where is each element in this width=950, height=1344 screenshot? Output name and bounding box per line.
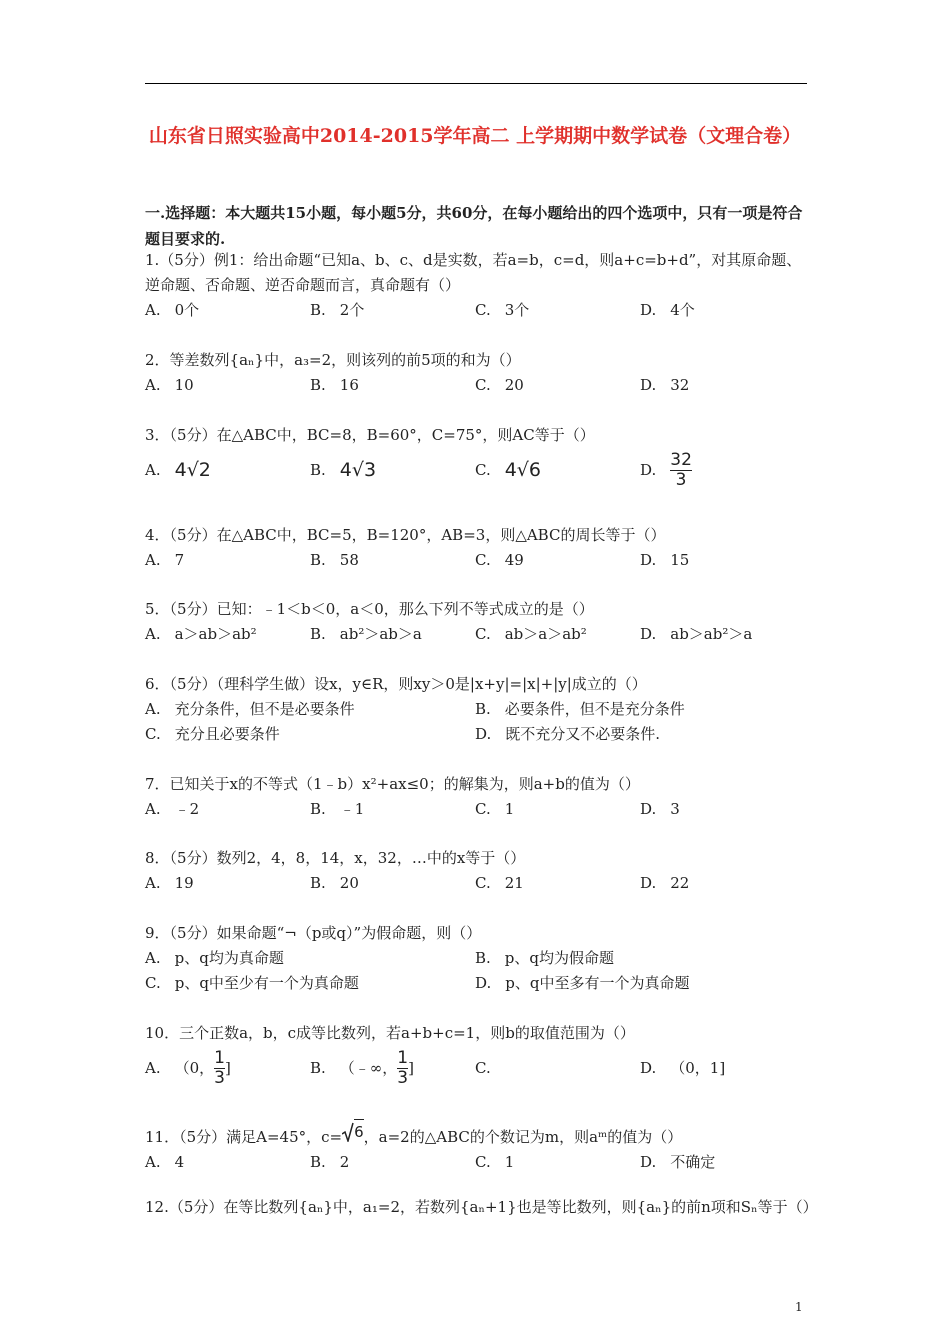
option-a: A. 7 xyxy=(145,551,185,569)
option-c: C. 21 xyxy=(475,874,524,892)
options-row xyxy=(145,622,815,647)
question-stem: 5．（5分）已知：﹣1＜b＜0，a＜0，那么下列不等式成立的是（） xyxy=(145,600,594,618)
question-1 xyxy=(145,248,815,323)
option-d: D. $\frac{32}{3}$ xyxy=(640,449,692,490)
question-stem: 3．（5分）在△ABC中，BC=8，B=60°，C=75°，则AC等于（） xyxy=(145,426,595,444)
options-row xyxy=(145,722,815,747)
option-c: C. 充分且必要条件 xyxy=(145,725,280,743)
option-d: D. ab＞ab²＞a xyxy=(640,625,753,643)
option-b: B. ﹣1 xyxy=(310,800,365,818)
options-row xyxy=(145,298,815,323)
option-a: A. 4 xyxy=(145,1153,185,1171)
options-row xyxy=(145,1150,815,1175)
option-d: D. 22 xyxy=(640,874,690,892)
options-row xyxy=(145,946,815,971)
question-stem: 12.（5分）在等比数列{aₙ}中，a₁=2，若数列{aₙ+1}也是等比数列，则{aₙ}的前n项和Sₙ等于（） xyxy=(145,1198,818,1216)
question-9 xyxy=(145,921,815,996)
option-d: D. 3 xyxy=(640,800,680,818)
option-c: C. 3个 xyxy=(475,301,530,319)
question-7 xyxy=(145,772,815,822)
question-5 xyxy=(145,597,815,647)
options-row xyxy=(145,1046,815,1090)
option-d: D. 15 xyxy=(640,551,690,569)
option-b: B. 2个 xyxy=(310,301,365,319)
option-b: B. 4√3 xyxy=(310,458,377,481)
option-d: D. 不确定 xyxy=(640,1153,716,1171)
option-a: A. 19 xyxy=(145,874,194,892)
options-row xyxy=(145,548,815,573)
option-c: C. 1 xyxy=(475,800,515,818)
option-c: C. 4√6 xyxy=(475,458,542,481)
option-b: B. 16 xyxy=(310,376,359,394)
option-b: B. 20 xyxy=(310,874,359,892)
options-row xyxy=(145,797,815,822)
question-10 xyxy=(145,1021,815,1090)
option-c: C. xyxy=(475,1058,491,1077)
options-row xyxy=(145,697,815,722)
page-number: 1 xyxy=(795,1300,803,1314)
option-a: A. 0个 xyxy=(145,301,200,319)
question-3 xyxy=(145,423,815,492)
options-row xyxy=(145,971,815,996)
question-stem: 1.（5分）例1：给出命题“已知a、b、c、d是实数，若a=b，c=d，则a+c=b+d”，对其原命题、逆命题、否命题、逆否命题而言，真命题有（） xyxy=(145,251,802,294)
option-d: D. 4个 xyxy=(640,301,695,319)
question-stem: 8．（5分）数列2，4，8，14，x，32，…中的x等于（） xyxy=(145,849,526,867)
option-c: C. 1 xyxy=(475,1153,515,1171)
fraction: $\frac{32}{3}$ xyxy=(670,449,692,490)
options-row xyxy=(145,448,815,492)
question-2 xyxy=(145,348,815,398)
option-c: C. ab＞a＞ab² xyxy=(475,625,587,643)
option-a: A. 4√2 xyxy=(145,458,211,481)
option-c: C. 20 xyxy=(475,376,524,394)
question-stem: 2．等差数列{aₙ}中，a₃=2，则该列的前5项的和为（） xyxy=(145,351,521,369)
option-c: C. p、q中至少有一个为真命题 xyxy=(145,974,359,992)
question-stem: 7．已知关于x的不等式（1﹣b）x²+ax≤0；的解集为，则a+b的值为（） xyxy=(145,775,640,793)
square-root: 6 xyxy=(342,1119,364,1145)
options-row xyxy=(145,871,815,896)
question-stem: 4．（5分）在△ABC中，BC=5，B=120°，AB=3，则△ABC的周长等于（） xyxy=(145,526,666,544)
option-b: B. （﹣∞， $\frac{1}{3}$ ] xyxy=(310,1047,414,1088)
question-8 xyxy=(145,846,815,896)
option-d: D. 既不充分又不必要条件. xyxy=(475,725,661,743)
option-b: B. ab²＞ab＞a xyxy=(310,625,422,643)
option-b: B. p、q均为假命题 xyxy=(475,949,615,967)
options-row xyxy=(145,373,815,398)
option-a: A. a＞ab＞ab² xyxy=(145,625,257,643)
question-stem: 6．（5分）（理科学生做）设x，y∈R，则xy＞0是|x+y|=|x|+|y|成立的（） xyxy=(145,675,647,693)
question-stem: 9．（5分）如果命题“¬（p或q）”为假命题，则（） xyxy=(145,924,482,942)
header-rule xyxy=(145,83,807,84)
radical-sign-icon xyxy=(342,1122,354,1142)
section-header: 一.选择题：本大题共15小题，每小题5分，共60分，在每小题给出的四个选项中，只有一项是符合题目要求的. xyxy=(145,204,803,248)
fraction: $\frac{1}{3}$ xyxy=(397,1047,409,1088)
option-a: A. （0， $\frac{1}{3}$ ] xyxy=(145,1047,231,1088)
document-title: 山东省日照实验高中2014-2015学年高二 上学期期中数学试卷（文理合卷） xyxy=(148,125,802,147)
option-d: D. （0，1] xyxy=(640,1058,726,1077)
option-a: A. 10 xyxy=(145,376,194,394)
option-a: A. p、q均为真命题 xyxy=(145,949,284,967)
option-b: B. 必要条件，但不是充分条件 xyxy=(475,700,685,718)
option-d: D. 32 xyxy=(640,376,690,394)
option-a: A. 充分条件，但不是必要条件 xyxy=(145,700,355,718)
question-4 xyxy=(145,523,815,573)
option-c: C. 49 xyxy=(475,551,524,569)
question-12 xyxy=(145,1195,818,1220)
option-b: B. 58 xyxy=(310,551,359,569)
option-b: B. 2 xyxy=(310,1153,350,1171)
option-a: A. ﹣2 xyxy=(145,800,200,818)
question-stem: 10．三个正数a，b，c成等比数列，若a+b+c=1，则b的取值范围为（） xyxy=(145,1024,635,1042)
option-d: D. p、q中至多有一个为真命题 xyxy=(475,974,690,992)
question-stem: 11．（5分）满足A=45°，c= 6 ，a=2的△ABC的个数记为m，则aᵐ的值为（） xyxy=(145,1119,815,1150)
question-11 xyxy=(145,1119,815,1175)
question-6 xyxy=(145,672,815,747)
fraction: $\frac{1}{3}$ xyxy=(214,1047,225,1088)
